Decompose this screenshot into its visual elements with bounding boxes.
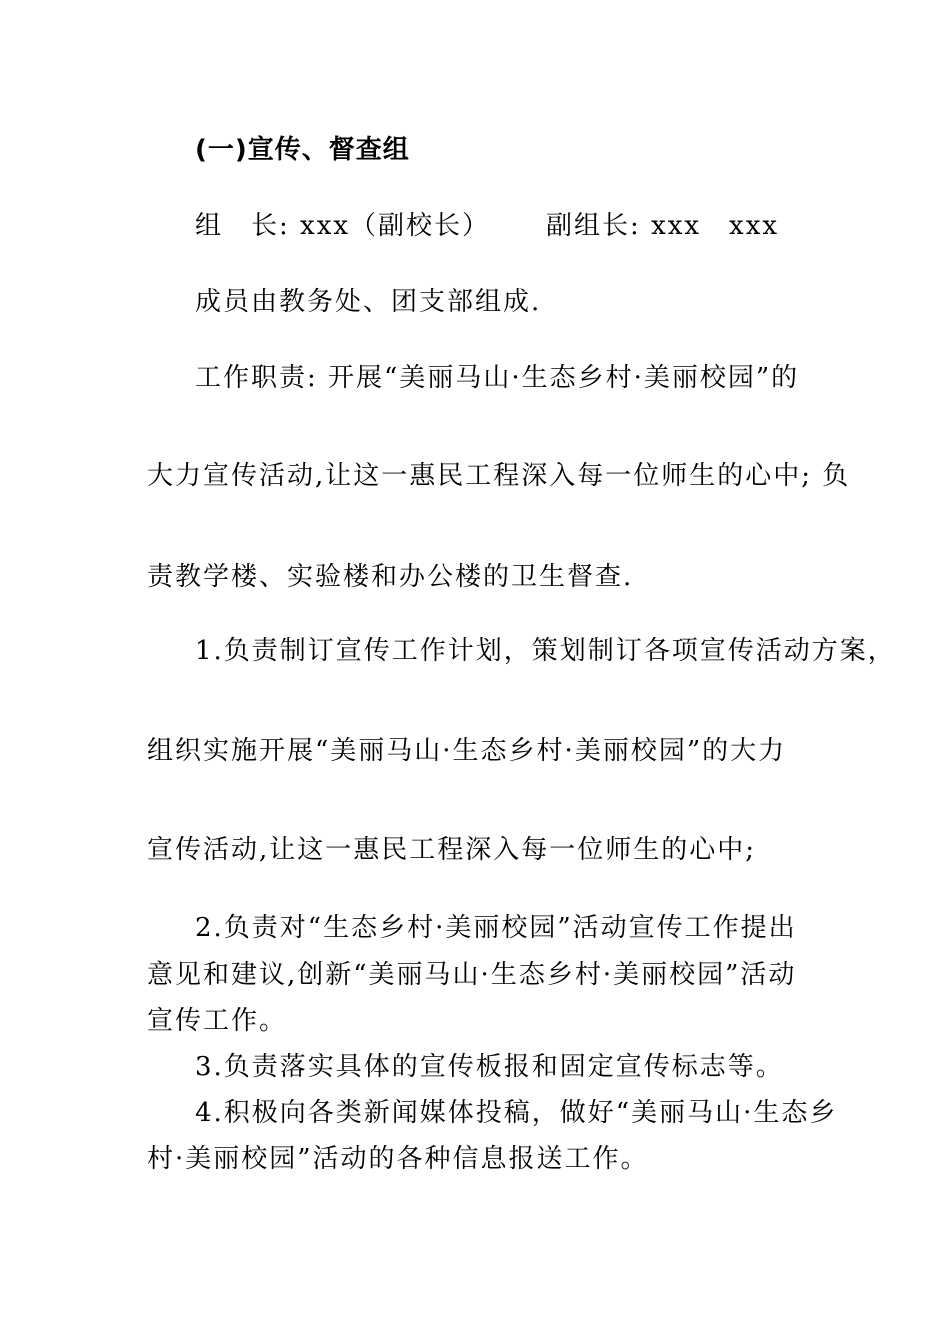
members-line: 成员由教务处、团支部组成. — [195, 287, 542, 317]
duty-line-3: 责教学楼、实验楼和办公楼的卫生督查. — [147, 562, 634, 592]
item-2-line-3: 宣传工作。 — [147, 1006, 288, 1036]
deputy-value: : xxx xxx — [630, 211, 780, 241]
section-heading: (一)宣传、督查组 — [195, 135, 410, 165]
item-1-line-1: 1.负责制订宣传工作计划，策划制订各项宣传活动方案， — [195, 636, 896, 666]
duty-line-2: 大力宣传活动,让这一惠民工程深入每一位师生的心中; 负 — [147, 461, 851, 491]
duty-line-1: 工作职责: 开展“美丽马山·生态乡村·美丽校园”的 — [195, 363, 800, 393]
item-4-line-1: 4.积极向各类新闻媒体投稿，做好“美丽马山·生态乡 — [195, 1098, 838, 1128]
item-1-line-2: 组织实施开展“美丽马山·生态乡村·美丽校园”的大力 — [147, 736, 787, 766]
leader-label: 组 长 — [195, 211, 280, 241]
item-1-line-3: 宣传活动,让这一惠民工程深入每一位师生的心中; — [147, 835, 757, 865]
item-2-line-1: 2.负责对“生态乡村·美丽校园”活动宣传工作提出 — [195, 913, 797, 943]
item-3-line-1: 3.负责落实具体的宣传板报和固定宣传标志等。 — [195, 1052, 784, 1082]
leader-value: : xxx（副校长） — [279, 211, 491, 241]
deputy-label: 副组长 — [546, 211, 631, 241]
item-2-line-2: 意见和建议,创新“美丽马山·生态乡村·美丽校园”活动 — [147, 960, 797, 990]
leader-line — [195, 209, 779, 243]
item-4-line-2: 村·美丽校园”活动的各种信息报送工作。 — [147, 1144, 649, 1174]
